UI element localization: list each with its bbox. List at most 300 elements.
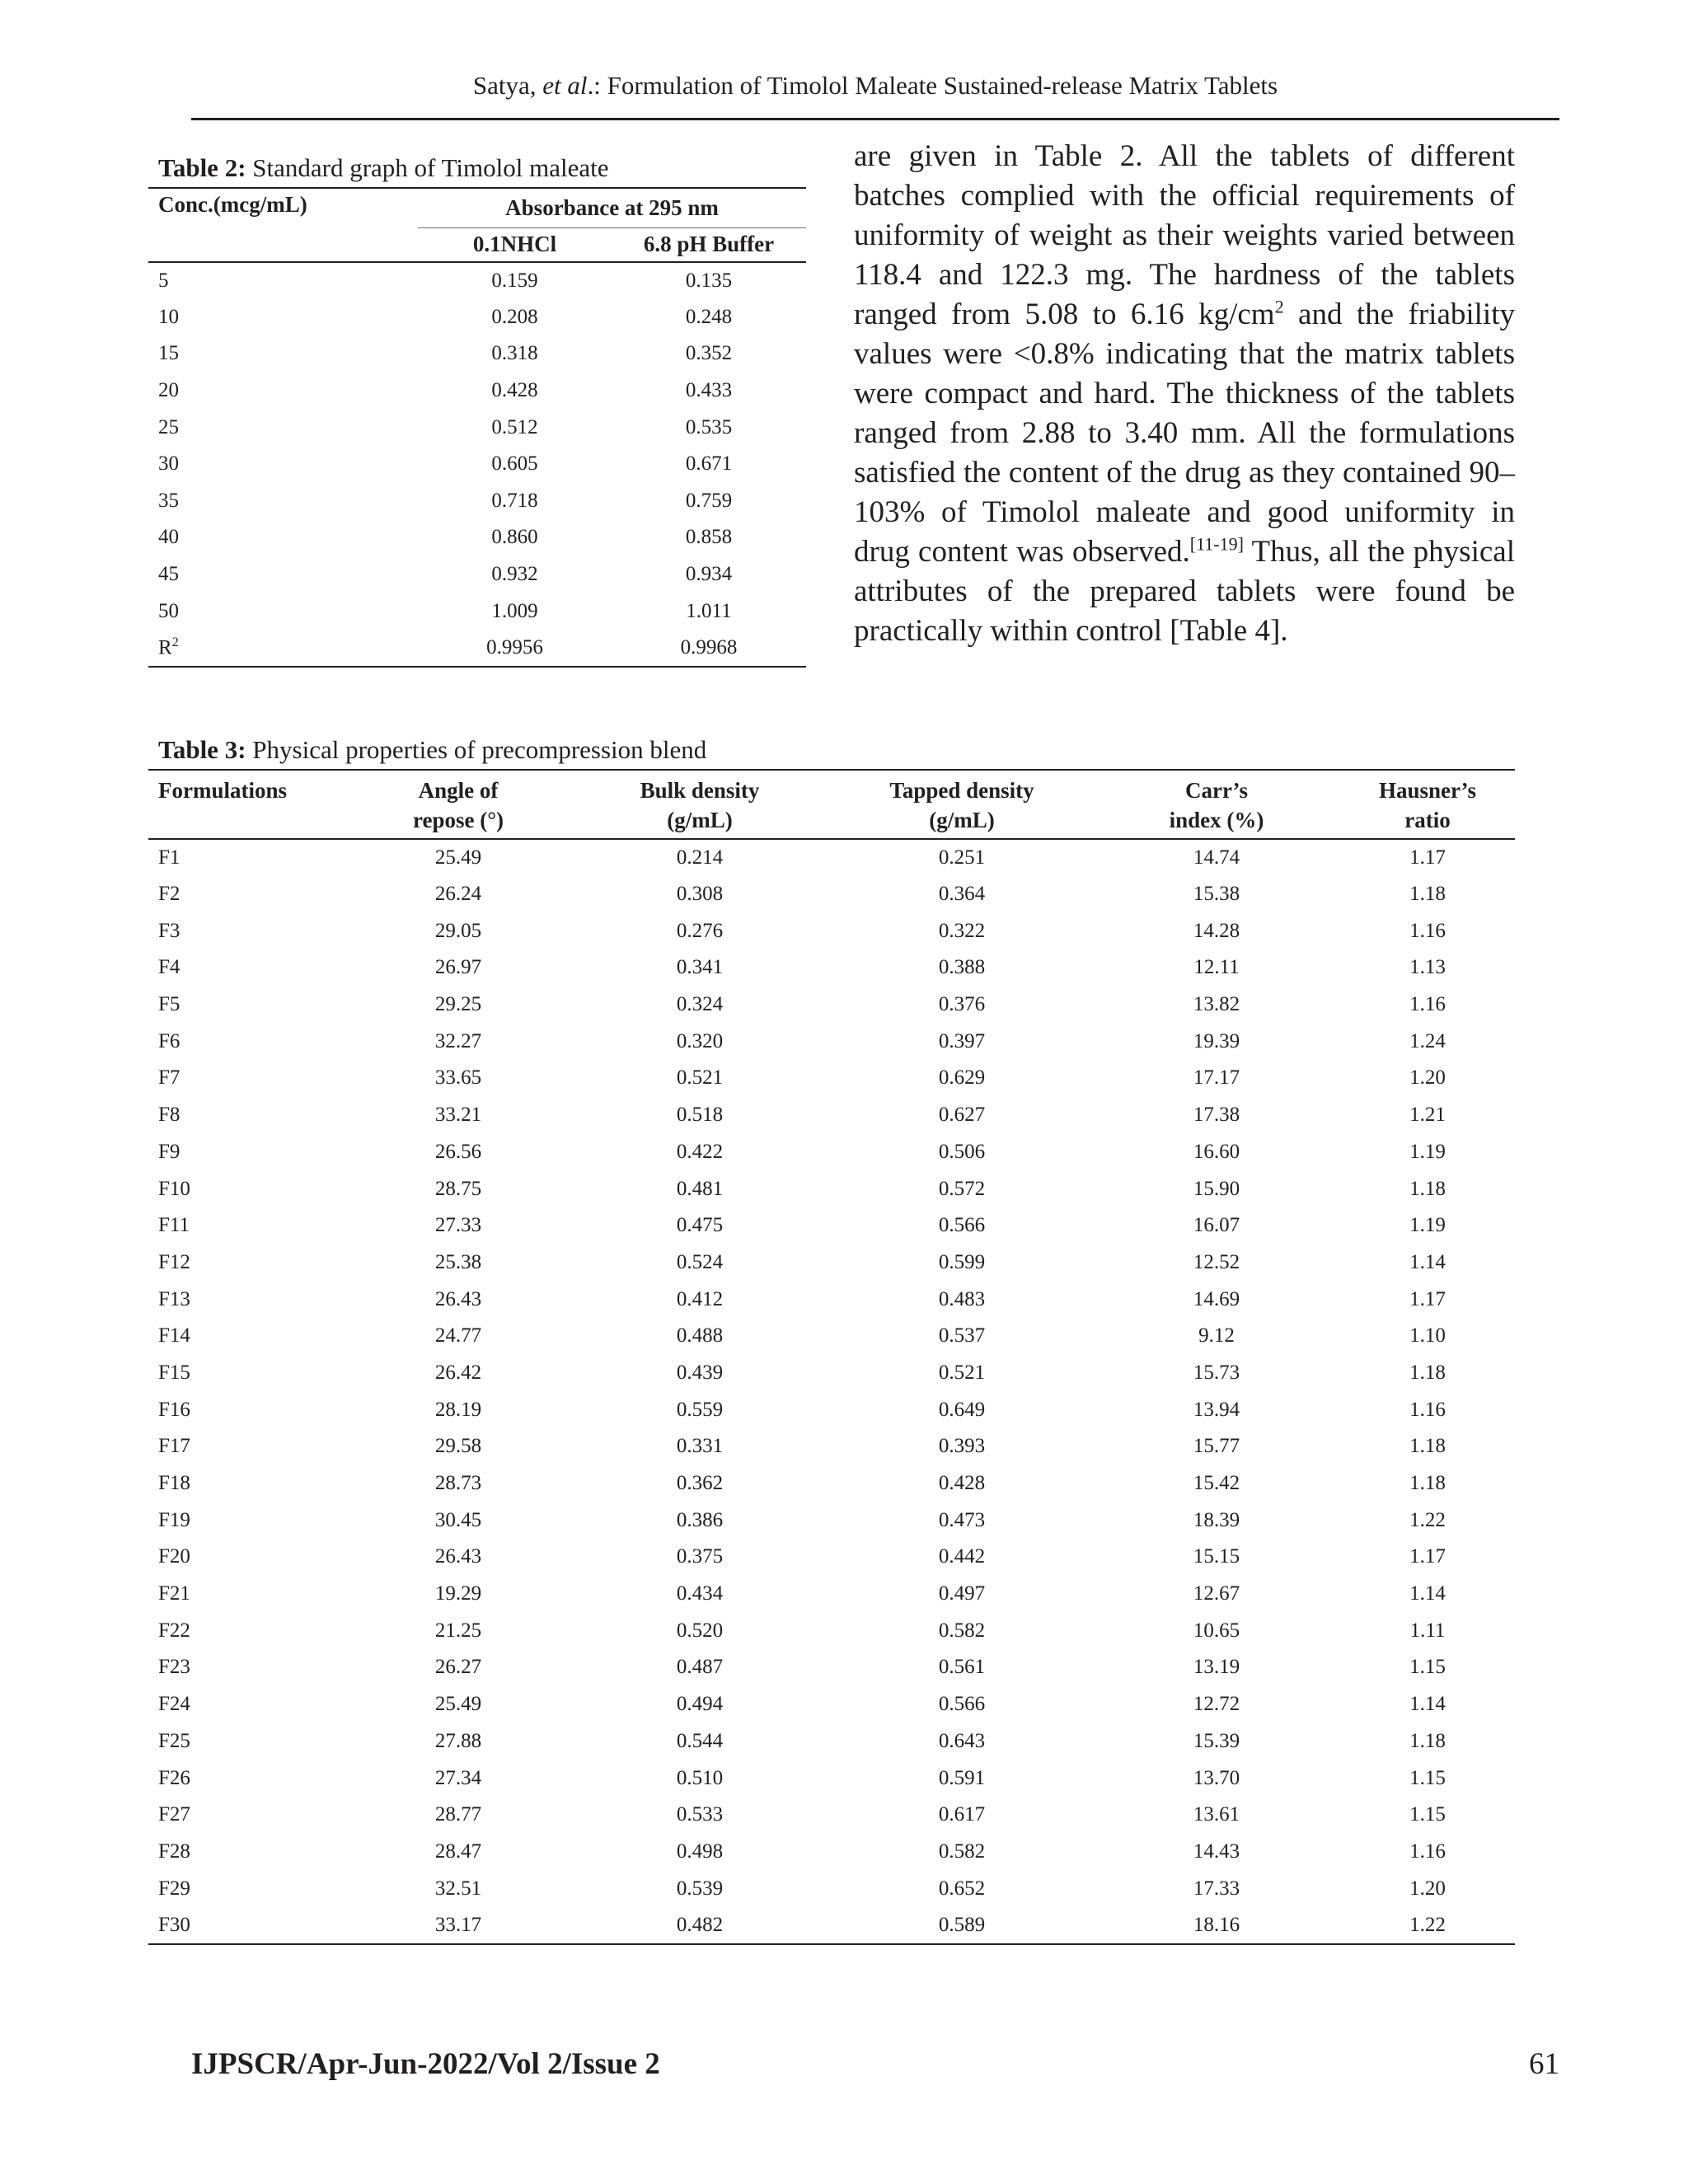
table-cell: 26.56 [434, 1140, 482, 1163]
table-cell: 1.22 [1409, 1508, 1446, 1531]
table-cell: 1.18 [1409, 883, 1446, 906]
table-cell: 26.43 [434, 1545, 482, 1568]
table-cell: 0.473 [938, 1508, 986, 1531]
table2-header-absorbance: Absorbance at 295 nm [418, 188, 806, 227]
table-cell: 0.376 [938, 993, 986, 1016]
table-cell: 1.20 [1409, 1877, 1446, 1900]
header-line: Hausner’s [1379, 778, 1476, 803]
table-cell: 1.18 [1409, 1472, 1446, 1495]
table-cell: 1.10 [1409, 1324, 1446, 1347]
table3-title: Physical properties of precompression blend [246, 735, 707, 764]
table-row [148, 1612, 1515, 1649]
body-text-part1: are given in Table 2. All the tablets of different batches complied with the official requirements of uniformity of weight as their weights varied between 118.4 and 122.3 mg. The hardness of the tablets ranged from 5.08 to 6.16 kg/cm [854, 139, 1515, 331]
table-cell: 27.34 [434, 1766, 482, 1789]
table-cell: 1.011 [686, 599, 732, 622]
table-row [148, 1170, 1515, 1207]
table-cell: 5 [158, 269, 169, 292]
table-cell: 1.18 [1409, 1361, 1446, 1384]
table-cell: 1.15 [1409, 1766, 1446, 1789]
table3-header-cell [1340, 770, 1515, 839]
table-row [148, 876, 1515, 913]
table-cell: 0.388 [938, 956, 986, 979]
table-row [148, 839, 1515, 876]
table-row [148, 1649, 1515, 1686]
table-cell: 0.135 [685, 269, 733, 292]
table-cell: 30.45 [434, 1508, 482, 1531]
running-head-author: Satya, [472, 71, 543, 100]
table-cell: F9 [158, 1140, 181, 1163]
table-cell: 15.90 [1193, 1177, 1240, 1200]
table-cell: 0.475 [676, 1214, 724, 1237]
table-cell: 0.362 [676, 1472, 724, 1495]
table-cell: 19.39 [1193, 1029, 1240, 1052]
table-cell: F4 [158, 956, 181, 979]
table-cell: 15 [158, 342, 179, 365]
table-cell: 0.539 [676, 1877, 724, 1900]
table-cell: 17.33 [1193, 1877, 1240, 1900]
table-cell: F18 [158, 1472, 190, 1495]
table-row [148, 1834, 1515, 1871]
table-row [148, 912, 1515, 949]
header-line: (g/mL) [667, 808, 733, 832]
table3-header-cell [831, 770, 1093, 839]
table-cell: 0.582 [938, 1619, 986, 1642]
header-line: Formulations [158, 778, 288, 803]
running-head [191, 68, 1559, 104]
table-row [148, 1060, 1515, 1097]
table-cell: 0.9956 [486, 635, 543, 658]
header-line: Carr’s [1185, 778, 1248, 803]
table-cell: 1.14 [1409, 1693, 1446, 1716]
table-row [148, 1760, 1515, 1797]
table-cell: 0.858 [685, 526, 733, 549]
table-cell: 14.43 [1193, 1840, 1240, 1863]
table3-caption [158, 733, 706, 766]
table-cell: 0.308 [676, 883, 724, 906]
table-cell: 1.16 [1409, 1398, 1446, 1421]
table-cell: 0.324 [676, 993, 724, 1016]
table-cell: 1.18 [1409, 1729, 1446, 1752]
table-cell: 0.318 [491, 342, 538, 365]
table-cell: 24.77 [434, 1324, 482, 1347]
footer-journal-info: IJPSCR/Apr-Jun-2022/Vol 2/Issue 2 [191, 2047, 660, 2081]
table-cell: 15.42 [1193, 1472, 1240, 1495]
table-cell: F15 [158, 1361, 190, 1384]
table-cell: F10 [158, 1177, 190, 1200]
table-row [148, 519, 806, 556]
table2-body [148, 262, 806, 667]
table-cell: 1.22 [1409, 1913, 1446, 1936]
table-cell: 15.15 [1193, 1545, 1240, 1568]
table-cell: 0.572 [938, 1177, 986, 1200]
table-cell: 0.9968 [680, 635, 738, 658]
table3-header-cell [148, 770, 348, 839]
table-cell: 0.393 [938, 1435, 986, 1458]
table3-header-cell [1093, 770, 1340, 839]
table-cell: F26 [158, 1766, 190, 1789]
table-cell: 17.38 [1193, 1104, 1240, 1127]
table-cell: 0.276 [676, 919, 724, 942]
table-cell: 13.82 [1193, 993, 1240, 1016]
table-cell: 29.25 [434, 993, 482, 1016]
table-cell: 0.649 [938, 1398, 986, 1421]
table-cell: 0.248 [685, 305, 733, 328]
table-cell: 0.643 [938, 1729, 986, 1752]
table-cell: 0.434 [676, 1582, 724, 1605]
table-row [148, 1097, 1515, 1134]
table-cell: 0.582 [938, 1840, 986, 1863]
table-cell: 16.07 [1193, 1214, 1240, 1237]
table-cell: 0.934 [685, 563, 733, 586]
table-cell: 26.27 [434, 1656, 482, 1679]
table-row [148, 335, 806, 373]
table-cell: 0.932 [491, 563, 538, 586]
table-cell: 35 [158, 489, 179, 512]
table-cell: 12.11 [1193, 956, 1240, 979]
table-cell: 13.94 [1193, 1398, 1240, 1421]
table-row [148, 1207, 1515, 1244]
table-cell: 1.21 [1409, 1104, 1446, 1127]
table-cell: F24 [158, 1693, 190, 1716]
page-number: 61 [1529, 2047, 1559, 2081]
table-cell: 1.15 [1409, 1656, 1446, 1679]
header-line: (g/mL) [929, 808, 995, 832]
table-cell: 0.412 [676, 1287, 724, 1310]
table-cell: F30 [158, 1913, 190, 1936]
table-cell: 12.67 [1193, 1582, 1240, 1605]
table3-body [148, 839, 1515, 1944]
table-row [148, 1428, 1515, 1465]
table-cell: 27.88 [434, 1729, 482, 1752]
table3-header-cell [569, 770, 831, 839]
table-cell: 0.498 [676, 1840, 724, 1863]
table-cell: F25 [158, 1729, 190, 1752]
table2-caption [158, 152, 609, 185]
table-cell: 0.482 [676, 1913, 724, 1936]
table-cell: 25.38 [434, 1250, 482, 1273]
table-cell: 0.214 [676, 846, 724, 869]
running-head-title: .: Formulation of Timolol Maleate Sustained-release Matrix Tablets [587, 71, 1278, 100]
table-row [148, 446, 806, 483]
table-cell: 27.33 [434, 1214, 482, 1237]
table-cell: 33.21 [434, 1104, 482, 1127]
table-row [148, 262, 806, 299]
table-cell: 20 [158, 379, 179, 402]
table-cell: 0.331 [676, 1435, 724, 1458]
table-cell: 1.17 [1409, 1545, 1446, 1568]
table3-label: Table 3: [158, 735, 246, 764]
header-line: ratio [1404, 808, 1451, 832]
r2-label: R [158, 636, 172, 659]
table-cell: 26.97 [434, 956, 482, 979]
header-line: Bulk density [640, 778, 760, 803]
table-row [148, 1355, 1515, 1392]
table-row [148, 593, 806, 630]
table-cell: 29.05 [434, 919, 482, 942]
table-cell: 28.19 [434, 1398, 482, 1421]
table-row [148, 1686, 1515, 1723]
table-cell: F20 [158, 1545, 190, 1568]
table-row [148, 1539, 1515, 1576]
table-cell: 19.29 [434, 1582, 482, 1605]
table-cell: 18.39 [1193, 1508, 1240, 1531]
header-line: Tapped density [889, 778, 1034, 803]
table-row [148, 1723, 1515, 1760]
table-cell: 0.422 [676, 1140, 724, 1163]
table-cell: 1.17 [1409, 846, 1446, 869]
table-cell: F6 [158, 1029, 181, 1052]
table-cell: 25 [158, 415, 179, 438]
table-row [148, 556, 806, 593]
table-cell: 0.208 [491, 305, 538, 328]
table-cell: 0.524 [676, 1250, 724, 1273]
table-row [148, 1465, 1515, 1502]
table-cell: 0.442 [938, 1545, 986, 1568]
r2-label-cell [148, 630, 418, 667]
table-cell: 0.428 [491, 379, 538, 402]
table-cell: 14.69 [1193, 1287, 1240, 1310]
table-cell: 0.589 [938, 1913, 986, 1936]
table-cell: F28 [158, 1840, 190, 1863]
table-cell: 0.627 [938, 1104, 986, 1127]
table3 [148, 769, 1515, 1945]
table-cell: 0.487 [676, 1656, 724, 1679]
table-cell: 32.27 [434, 1029, 482, 1052]
table-cell: 13.70 [1193, 1766, 1240, 1789]
table-cell: 0.759 [685, 489, 733, 512]
table-cell: 50 [158, 599, 179, 622]
body-paragraph [854, 137, 1515, 651]
table-cell: 0.599 [938, 1250, 986, 1273]
table-cell: F3 [158, 919, 181, 942]
table-cell: 1.15 [1409, 1803, 1446, 1826]
table-cell: 30 [158, 452, 179, 476]
table-cell: 0.537 [938, 1324, 986, 1347]
table-cell: 1.13 [1409, 956, 1446, 979]
table-cell: 15.73 [1193, 1361, 1240, 1384]
table2-title: Standard graph of Timolol maleate [246, 153, 609, 182]
table-cell: F21 [158, 1582, 190, 1605]
table2-label: Table 2: [158, 153, 246, 182]
table-cell: F16 [158, 1398, 190, 1421]
table3-header-cell [348, 770, 569, 839]
table-cell: 0.652 [938, 1877, 986, 1900]
table-cell: 13.19 [1193, 1656, 1240, 1679]
table-cell: 26.42 [434, 1361, 482, 1384]
table-cell: 0.506 [938, 1140, 986, 1163]
table-cell: F19 [158, 1508, 190, 1531]
table-cell: 0.251 [938, 846, 986, 869]
table-cell: F8 [158, 1104, 181, 1127]
body-text-part3: Thus, all the physical attributes of the prepared tablets were found be practically within control [Table 4]. [854, 535, 1515, 648]
table-cell: 26.24 [434, 883, 482, 906]
table-cell: 0.510 [676, 1766, 724, 1789]
table-cell: 0.860 [491, 526, 538, 549]
body-text-part2: and the friability values were <0.8% indicating that the matrix tablets were compact and hard. The thickness of the tablets ranged from 2.88 to 3.40 mm. All the formulations satisfied the content of the drug as they contained 90–103% of Timolol maleate and good uniformity in drug content was observed. [854, 298, 1515, 569]
table-cell: F27 [158, 1803, 190, 1826]
table-cell: 0.533 [676, 1803, 724, 1826]
table-cell: 0.544 [676, 1729, 724, 1752]
table-cell: 0.605 [491, 452, 538, 476]
table-cell: 0.428 [938, 1472, 986, 1495]
header-rule [191, 118, 1559, 120]
table-cell: 12.72 [1193, 1693, 1240, 1716]
table-cell: 26.43 [434, 1287, 482, 1310]
table-cell: 18.16 [1193, 1913, 1240, 1936]
table-cell: 0.566 [938, 1214, 986, 1237]
table-cell: 1.24 [1409, 1029, 1446, 1052]
table-cell: 0.520 [676, 1619, 724, 1642]
table-cell: 0.341 [676, 956, 724, 979]
table-cell: 10.65 [1193, 1619, 1240, 1642]
table-cell: 0.518 [676, 1104, 724, 1127]
table-cell: 0.535 [685, 415, 733, 438]
table-cell: 0.433 [685, 379, 733, 402]
table-row [148, 1244, 1515, 1282]
table-cell: 1.19 [1409, 1140, 1446, 1163]
table-cell: 0.159 [491, 269, 538, 292]
table-cell: 1.14 [1409, 1250, 1446, 1273]
table-cell: F11 [158, 1214, 190, 1237]
table-cell: 33.17 [434, 1913, 482, 1936]
table-cell: 28.73 [434, 1472, 482, 1495]
table-row [148, 1870, 1515, 1907]
table-row [148, 373, 806, 410]
table2-header-buffer: 6.8 pH Buffer [643, 232, 775, 257]
table2 [148, 187, 806, 668]
table-cell: F2 [158, 883, 181, 906]
table-cell: 15.39 [1193, 1729, 1240, 1752]
table-row [148, 949, 1515, 987]
table-cell: 15.77 [1193, 1435, 1240, 1458]
table-cell: 1.16 [1409, 1840, 1446, 1863]
table-cell: 9.12 [1198, 1324, 1235, 1347]
table-cell: 10 [158, 305, 179, 328]
table-cell: 0.617 [938, 1803, 986, 1826]
table-row [148, 1576, 1515, 1613]
table-cell: 1.16 [1409, 919, 1446, 942]
table-cell: 17.17 [1193, 1066, 1240, 1090]
table2-r2-row [148, 630, 806, 667]
table-cell: 0.483 [938, 1287, 986, 1310]
table-cell: 0.671 [685, 452, 733, 476]
table-row [148, 987, 1515, 1024]
table-cell: F22 [158, 1619, 190, 1642]
table-cell: F13 [158, 1287, 190, 1310]
table-cell: 0.320 [676, 1029, 724, 1052]
body-citation: [11-19] [1189, 533, 1244, 555]
table-row [148, 1797, 1515, 1834]
table-cell: 14.74 [1193, 846, 1240, 869]
table-cell: 45 [158, 563, 179, 586]
table-cell: 28.47 [434, 1840, 482, 1863]
table-cell: 29.58 [434, 1435, 482, 1458]
table-cell: 15.38 [1193, 883, 1240, 906]
table-cell: 0.481 [676, 1177, 724, 1200]
table-cell: 0.322 [938, 919, 986, 942]
table3-header-row [148, 770, 1515, 839]
table-cell: 0.591 [938, 1766, 986, 1789]
table2-header-hcl: 0.1NHCl [472, 232, 557, 257]
table-cell: 0.521 [938, 1361, 986, 1384]
table-row [148, 1318, 1515, 1355]
table-row [148, 1907, 1515, 1944]
table-cell: 0.629 [938, 1066, 986, 1090]
table-cell: F14 [158, 1324, 190, 1347]
table-cell: 14.28 [1193, 919, 1240, 942]
table-cell: 1.18 [1409, 1435, 1446, 1458]
table-cell: 1.009 [491, 599, 538, 622]
table-cell: 25.49 [434, 1693, 482, 1716]
table-cell: 32.51 [434, 1877, 482, 1900]
table-row [148, 1134, 1515, 1171]
table-cell: F17 [158, 1435, 190, 1458]
table-row [148, 1391, 1515, 1428]
table-cell: 0.386 [676, 1508, 724, 1531]
table-cell: 28.75 [434, 1177, 482, 1200]
table-cell: 0.352 [685, 342, 733, 365]
table-row [148, 299, 806, 336]
table-cell: 0.512 [491, 415, 538, 438]
table-cell: 1.14 [1409, 1582, 1446, 1605]
table-cell: 21.25 [434, 1619, 482, 1642]
table-cell: 0.439 [676, 1361, 724, 1384]
table-cell: F29 [158, 1877, 190, 1900]
table-cell: F7 [158, 1066, 181, 1090]
table-cell: F23 [158, 1656, 190, 1679]
table-cell: 13.61 [1193, 1803, 1240, 1826]
table-cell: 0.494 [676, 1693, 724, 1716]
table-cell: 0.488 [676, 1324, 724, 1347]
header-line: repose (°) [412, 808, 504, 832]
table-cell: 12.52 [1193, 1250, 1240, 1273]
table-cell: 0.561 [938, 1656, 986, 1679]
table-row [148, 409, 806, 446]
table-row [148, 1281, 1515, 1318]
table-cell: 0.375 [676, 1545, 724, 1568]
r2-superscript: 2 [171, 635, 179, 650]
table-cell: 0.364 [938, 883, 986, 906]
table-cell: 40 [158, 526, 179, 549]
table2-header-conc: Conc.(mcg/mL) [158, 192, 307, 217]
table-cell: 1.16 [1409, 993, 1446, 1016]
table-cell: 0.497 [938, 1582, 986, 1605]
table-cell: 28.77 [434, 1803, 482, 1826]
table-cell: 0.718 [491, 489, 538, 512]
table-cell: F12 [158, 1250, 190, 1273]
table-cell: 1.20 [1409, 1066, 1446, 1090]
table-cell: 25.49 [434, 846, 482, 869]
table-row [148, 1023, 1515, 1060]
table-cell: 33.65 [434, 1066, 482, 1090]
table-cell: 16.60 [1193, 1140, 1240, 1163]
body-superscript-squared: 2 [1274, 296, 1284, 317]
table-row [148, 1502, 1515, 1539]
table-cell: 1.18 [1409, 1177, 1446, 1200]
table-cell: 0.559 [676, 1398, 724, 1421]
header-line: Angle of [418, 778, 499, 803]
table-cell: 1.17 [1409, 1287, 1446, 1310]
table-cell: 0.397 [938, 1029, 986, 1052]
table-cell: 1.19 [1409, 1214, 1446, 1237]
table-row [148, 483, 806, 520]
running-head-etal: et al [542, 71, 588, 100]
table-cell: F1 [158, 846, 181, 869]
table-cell: 0.566 [938, 1693, 986, 1716]
table-cell: F5 [158, 993, 181, 1016]
header-line: index (%) [1169, 808, 1264, 832]
table-cell: 1.11 [1409, 1619, 1446, 1642]
